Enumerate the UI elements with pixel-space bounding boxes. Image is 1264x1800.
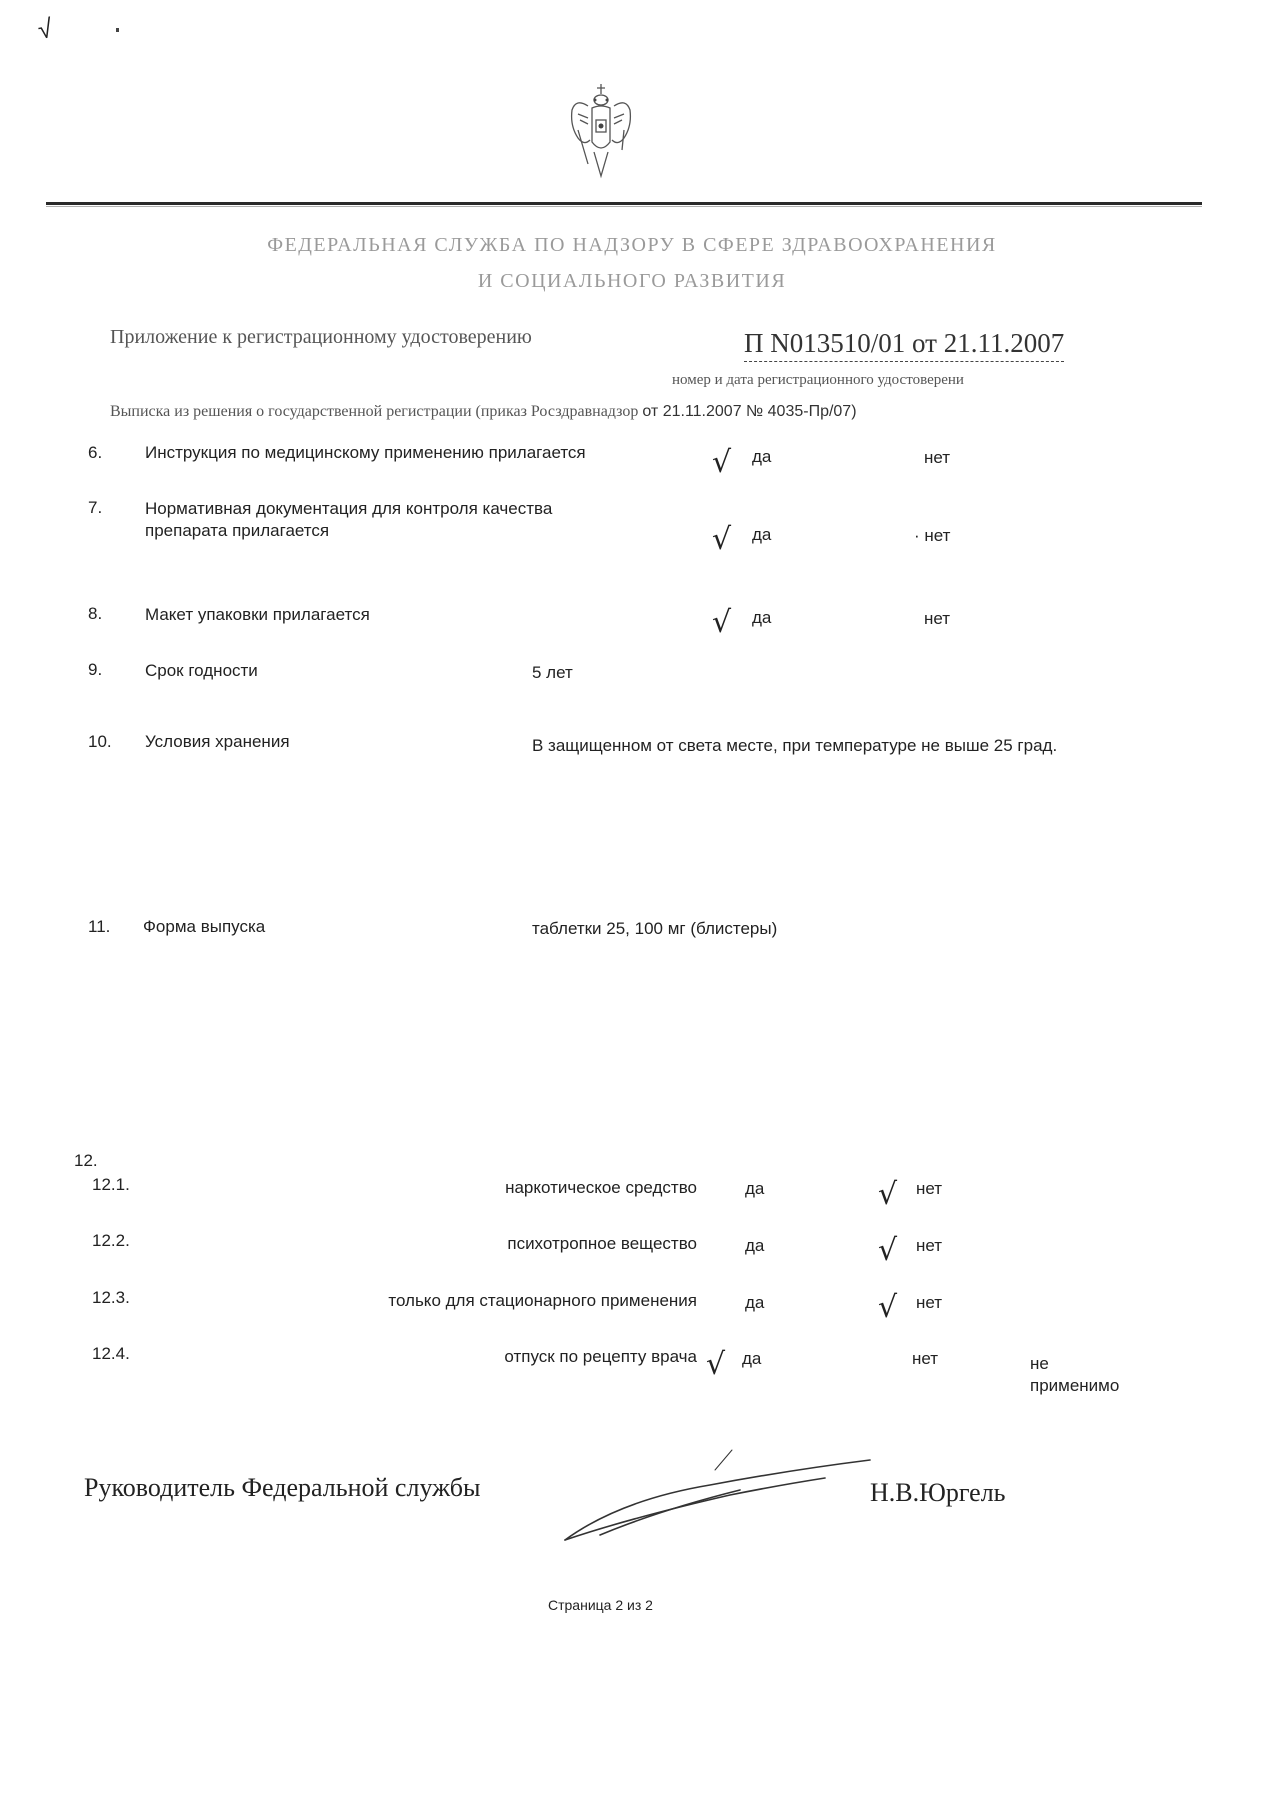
option-no: нет (924, 448, 951, 467)
extract-order: от 21.11.2007 № 4035-Пр/07) (642, 403, 857, 420)
option-no: нет (916, 1293, 943, 1312)
extract-prefix: Выписка из решения о государственной регистрации (приказ Росздравнадзор (110, 403, 639, 420)
subitem-label: только для стационарного применения (388, 1291, 697, 1310)
item-label: Срок годности (145, 661, 258, 680)
option-yes: да (742, 1349, 762, 1368)
check-mark-icon: √ (878, 1233, 898, 1268)
item-number: 10. (88, 732, 112, 751)
agency-name-line2: И СОЦИАЛЬНОГО РАЗВИТИЯ (477, 270, 787, 292)
option-no: · нет (914, 526, 951, 545)
option-no: нет (916, 1179, 943, 1198)
option-yes: да (745, 1179, 765, 1198)
item-number: 6. (88, 443, 103, 462)
option-no: нет (924, 609, 951, 628)
check-mark-icon: √ (878, 1177, 898, 1212)
check-mark-icon: √ (712, 605, 732, 640)
item-number: 8. (88, 604, 103, 623)
item-number: 11. (88, 917, 111, 936)
subitem-number: 12.4. (92, 1344, 130, 1363)
subitem-number: 12.3. (92, 1288, 130, 1307)
option-yes: да (752, 525, 772, 544)
item-value: 5 лет (532, 663, 573, 682)
subitem-label: психотропное вещество (507, 1234, 697, 1253)
check-mark-icon: √ (712, 522, 732, 557)
subitem-label: наркотическое средство (505, 1178, 697, 1197)
option-yes: да (752, 608, 772, 627)
option-not-applicable-line1: не (1030, 1354, 1049, 1373)
item-label: Условия хранения (145, 732, 290, 751)
scan-speck (116, 28, 119, 32)
item-value: В защищенном от света месте, при температуре не выше 25 град. (532, 736, 1058, 755)
item-label: Форма выпуска (143, 917, 266, 936)
coat-of-arms-icon (566, 80, 636, 180)
item-label: Инструкция по медицинскому применению прилагается (145, 443, 586, 462)
subitem-label: отпуск по рецепту врача (504, 1347, 697, 1366)
option-no: нет (916, 1236, 943, 1255)
item-number: 7. (88, 498, 103, 517)
option-no: нет (912, 1349, 939, 1368)
check-mark-icon: √ (878, 1290, 898, 1325)
certificate-number: П N013510/01 от 21.11.2007 (744, 328, 1064, 362)
section-number: 12. (74, 1151, 98, 1170)
registration-extract (110, 403, 857, 421)
handwritten-signature-icon (560, 1440, 890, 1550)
item-value: таблетки 25, 100 мг (блистеры) (532, 919, 778, 938)
annex-label: Приложение к регистрационному удостоверению (110, 326, 532, 348)
option-not-applicable-line2: применимо (1030, 1376, 1120, 1395)
option-yes: да (752, 447, 772, 466)
check-mark-icon: √ (712, 445, 732, 480)
check-mark-icon: √ (706, 1347, 726, 1382)
agency-name-line1: ФЕДЕРАЛЬНАЯ СЛУЖБА ПО НАДЗОРУ В СФЕРЕ ЗДРАВООХРАНЕНИЯ (267, 234, 997, 256)
certificate-caption: номер и дата регистрационного удостоверени (672, 372, 964, 388)
item-label: Макет упаковки прилагается (145, 605, 370, 624)
signatory-name: Н.В.Юргель (870, 1478, 1006, 1507)
page-number: Страница 2 из 2 (548, 1597, 653, 1613)
item-label-line1: Нормативная документация для контроля качества (145, 499, 553, 518)
item-number: 9. (88, 660, 103, 679)
header-divider-shadow (46, 206, 1202, 207)
item-label-line2: препарата прилагается (145, 521, 330, 540)
header-divider (46, 202, 1202, 205)
option-yes: да (745, 1236, 765, 1255)
signatory-title: Руководитель Федеральной службы (84, 1473, 481, 1502)
handwritten-check-mark: √ (35, 12, 55, 46)
subitem-number: 12.1. (92, 1175, 130, 1194)
subitem-number: 12.2. (92, 1231, 130, 1250)
option-yes: да (745, 1293, 765, 1312)
